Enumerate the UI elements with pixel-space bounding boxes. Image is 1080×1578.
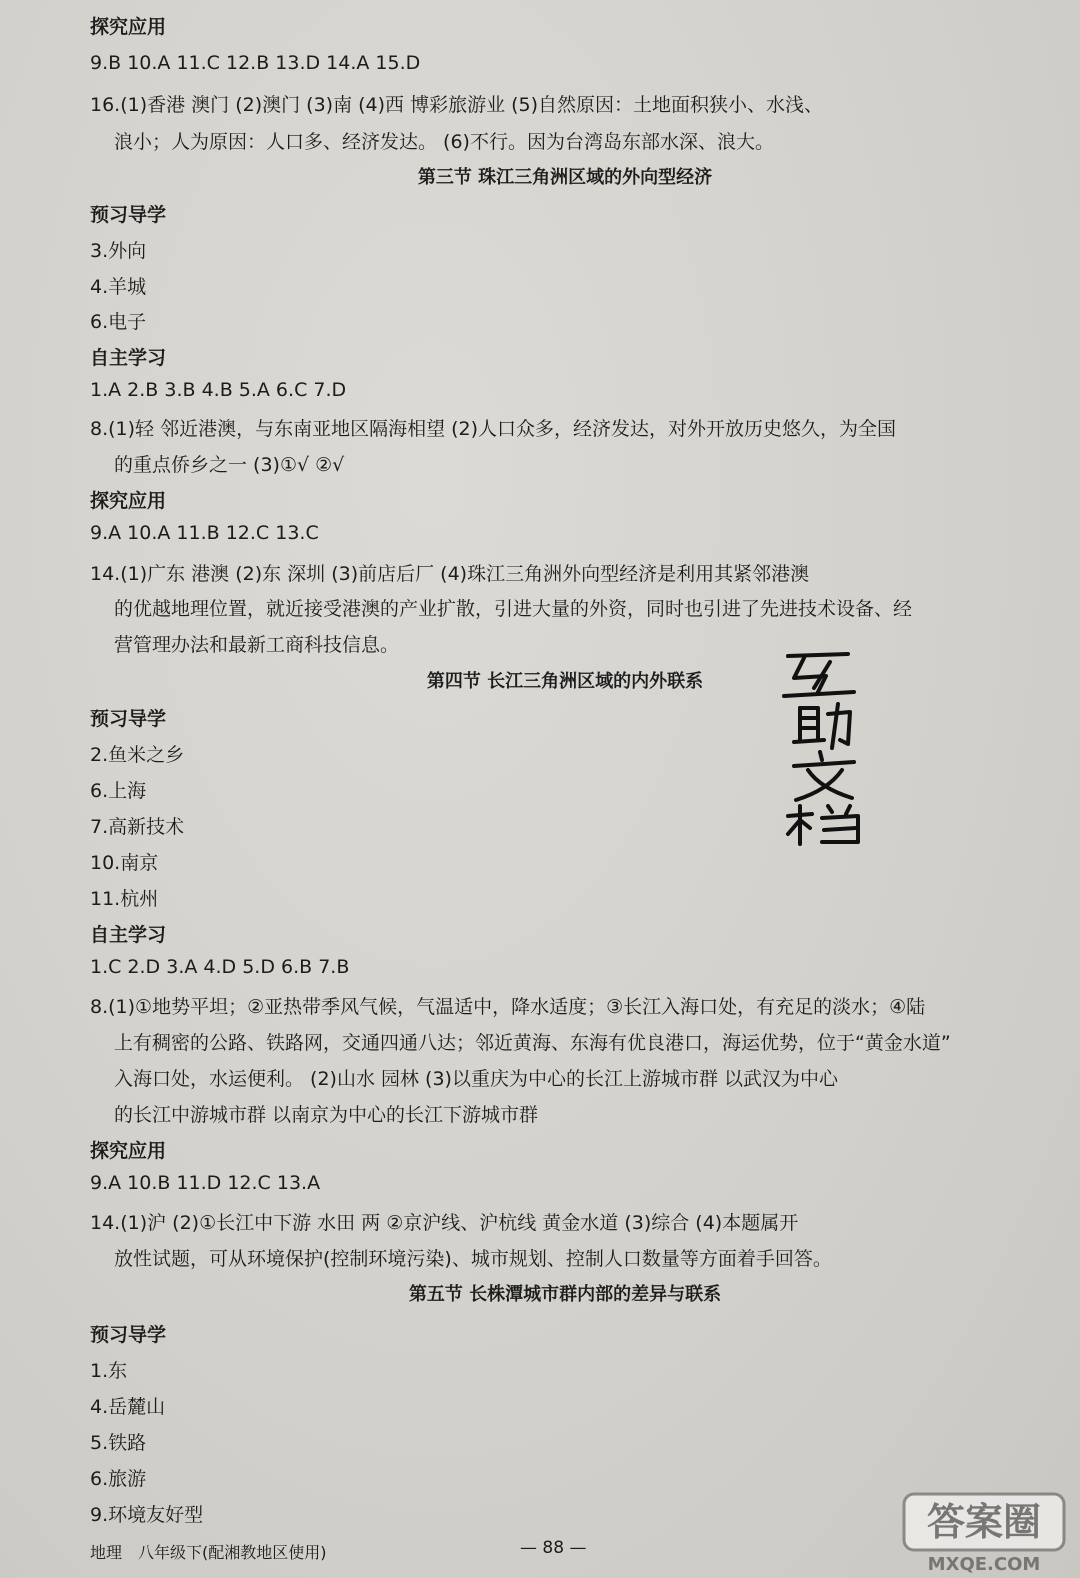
answer-line: 4.岳麓山	[90, 1396, 166, 1418]
answer-line: 营管理办法和最新工商科技信息。	[114, 634, 400, 656]
answer-line: 10.南京	[90, 852, 159, 874]
heading-tanjiu: 探究应用	[90, 490, 167, 512]
answer-line: 9.环境友好型	[90, 1504, 204, 1526]
answer-line: 9.B 10.A 11.C 12.B 13.D 14.A 15.D	[90, 52, 421, 74]
answer-line: 3.外向	[90, 240, 147, 262]
answer-line: 2.鱼米之乡	[90, 744, 185, 766]
answer-line: 14.(1)广东 港澳 (2)东 深圳 (3)前店后厂 (4)珠江三角洲外向型经济是利用其紧邻港澳	[90, 563, 810, 585]
answer-line: 6.电子	[90, 311, 147, 333]
answer-line: 7.高新技术	[90, 816, 185, 838]
answer-line: 4.羊城	[90, 276, 147, 298]
svg-text:MXQE.COM: MXQE.COM	[927, 1554, 1041, 1575]
section-title-3: 第三节 珠江三角洲区域的外向型经济	[417, 167, 713, 188]
answer-line: 1.A 2.B 3.B 4.B 5.A 6.C 7.D	[90, 379, 347, 401]
svg-text:答案圈: 答案圈	[926, 1500, 1042, 1544]
heading-tanjiu: 探究应用	[90, 16, 167, 38]
footer-grade: 八年级下(配湘教地区使用)	[138, 1543, 327, 1562]
answer-line: 上有稠密的公路、铁路网，交通四通八达；邻近黄海、东海有优良港口，海运优势，位于“黄金水道”	[114, 1032, 951, 1054]
heading-yuxi: 预习导学	[90, 204, 167, 226]
answer-line: 9.A 10.A 11.B 12.C 13.C	[90, 522, 319, 544]
answer-line: 入海口处，水运便利。 (2)山水 园林 (3)以重庆为中心的长江上游城市群 以武汉为中心	[114, 1068, 838, 1090]
answer-line: 8.(1)①地势平坦；②亚热带季风气候，气温适中，降水适度；③长江入海口处，有充足的淡水；④陆	[90, 996, 926, 1018]
answer-line: 16.(1)香港 澳门 (2)澳门 (3)南 (4)西 博彩旅游业 (5)自然原因：土地面积狭小、水浅、	[90, 94, 824, 116]
answer-line: 14.(1)沪 (2)①长江中下游 水田 两 ②京沪线、沪杭线 黄金水道 (3)综合 (4)本题属开	[90, 1212, 799, 1234]
answer-line: 放性试题，可从环境保护(控制环境污染)、城市规划、控制人口数量等方面着手回答。	[114, 1248, 832, 1270]
section-title-5: 第五节 长株潭城市群内部的差异与联系	[408, 1284, 722, 1305]
answer-line: 5.铁路	[90, 1432, 147, 1454]
handwritten-note	[770, 648, 880, 848]
heading-zizhu: 自主学习	[90, 924, 167, 946]
section-title-4: 第四节 长江三角洲区域的内外联系	[426, 671, 704, 692]
answer-line: 的重点侨乡之一 (3)①√ ②√	[114, 454, 345, 476]
answer-line: 6.上海	[90, 780, 147, 802]
answer-line: 1.C 2.D 3.A 4.D 5.D 6.B 7.B	[90, 956, 350, 978]
heading-zizhu: 自主学习	[90, 347, 167, 369]
heading-yuxi: 预习导学	[90, 708, 167, 730]
page-number: — 88 —	[520, 1538, 587, 1558]
answer-line: 8.(1)轻 邻近港澳，与东南亚地区隔海相望 (2)人口众多，经济发达，对外开放历史悠久，为全国	[90, 418, 897, 440]
watermark-logo	[900, 1490, 1070, 1575]
answer-line: 9.A 10.B 11.D 12.C 13.A	[90, 1172, 321, 1194]
page-footer	[90, 1540, 327, 1563]
answer-line: 11.杭州	[90, 888, 159, 910]
footer-subject: 地理	[90, 1543, 123, 1562]
answer-line: 的优越地理位置，就近接受港澳的产业扩散，引进大量的外资，同时也引进了先进技术设备、经	[114, 598, 913, 620]
answer-line: 浪小；人为原因：人口多、经济发达。 (6)不行。因为台湾岛东部水深、浪大。	[114, 131, 774, 153]
answer-line: 1.东	[90, 1360, 128, 1382]
answer-line: 的长江中游城市群 以南京为中心的长江下游城市群	[114, 1104, 539, 1126]
answer-line: 6.旅游	[90, 1468, 147, 1490]
heading-tanjiu: 探究应用	[90, 1140, 167, 1162]
heading-yuxi: 预习导学	[90, 1324, 167, 1346]
